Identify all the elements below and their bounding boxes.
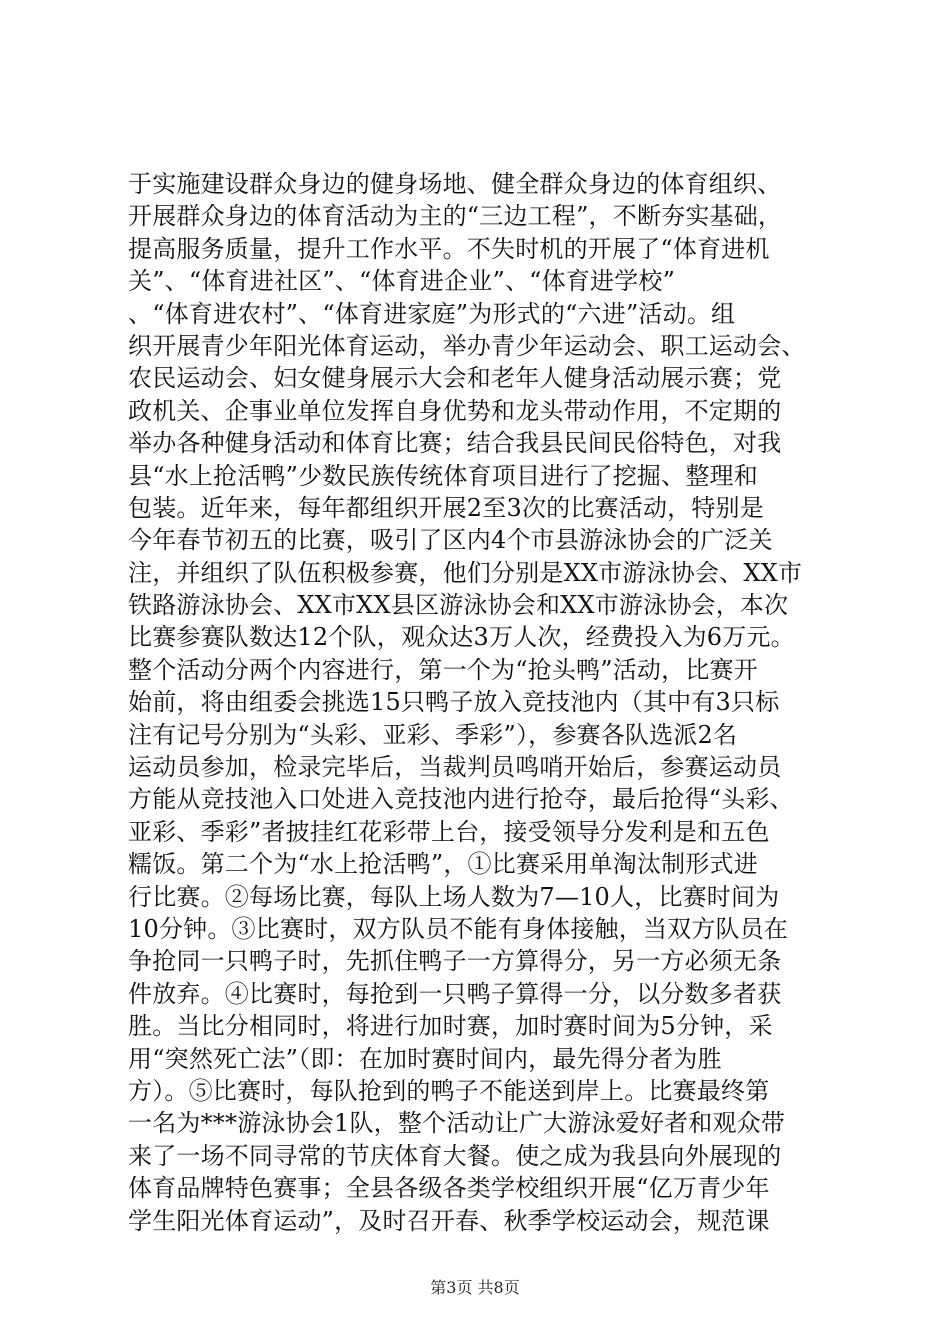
text-line: 方）。⑤比赛时，每队抢到的鸭子不能送到岸上。比赛最终第 (128, 1076, 770, 1105)
page-footer: 第3页 共8页 (430, 1278, 520, 1297)
text-line: 来了一场不同寻常的节庆体育大餐。使之成为我县向外展现的 (128, 1141, 782, 1170)
text-line: 、“体育进农村”、“体育进家庭”为形式的“六进”活动。组 (128, 299, 736, 328)
text-line: 争抢同一只鸭子时，先抓住鸭子一方算得分，另一方必须无条 (128, 947, 782, 976)
text-line: 注，并组织了队伍积极参赛，他们分别是XX市游泳协会、XX市 (128, 558, 803, 587)
text-line: 运动员参加，检录完毕后，当裁判员鸣哨开始后，参赛运动员 (128, 753, 782, 782)
text-line: 件放弃。④比赛时，每抢到一只鸭子算得一分，以分数多者获 (128, 979, 782, 1008)
text-line: 亚彩、季彩”者披挂红花彩带上台，接受领导分发利是和五色 (128, 817, 770, 846)
text-line: 铁路游泳协会、XX市XX县区游泳协会和XX市游泳协会，本次 (128, 591, 789, 620)
text-line: 农民运动会、妇女健身展示大会和老年人健身活动展示赛；党 (128, 364, 782, 393)
text-line: 政机关、企事业单位发挥自身优势和龙头带动作用，不定期的 (128, 396, 782, 425)
text-line: 糯饭。第二个为“水上抢活鸭”，①比赛采用单淘汰制形式进 (128, 850, 758, 879)
text-line: 举办各种健身活动和体育比赛；结合我县民间民俗特色，对我 (128, 429, 782, 458)
text-line: 县“水上抢活鸭”少数民族传统体育项目进行了挖掘、整理和 (128, 461, 758, 490)
text-line: 一名为***游泳协会1队，整个活动让广大游泳爱好者和观众带 (128, 1109, 786, 1138)
text-line: 关”、“体育进社区”、“体育进企业”、“体育进学校” (128, 267, 676, 296)
text-line: 体育品牌特色赛事；全县各级各类学校组织开展“亿万青少年 (128, 1174, 770, 1203)
text-line: 方能从竞技池入口处进入竞技池内进行抢夺，最后抢得“头彩、 (128, 785, 794, 814)
text-line: 于实施建设群众身边的健身场地、健全群众身边的体育组织、 (128, 170, 782, 198)
text-line: 比赛参赛队数达12个队，观众达3万人次，经费投入为6万元。 (128, 623, 795, 652)
text-line: 10分钟。③比赛时，双方队员不能有身体接触，当双方队员在 (128, 914, 789, 943)
text-line: 用“突然死亡法”（即：在加时赛时间内，最先得分者为胜 (128, 1044, 722, 1073)
text-line: 包装。近年来，每年都组织开展2至3次的比赛活动，特别是 (128, 493, 764, 522)
text-line: 整个活动分两个内容进行，第一个为“抢头鸭”活动，比赛开 (128, 655, 758, 684)
text-line: 学生阳光体育运动”，及时召开春、秋季学校运动会，规范课 (128, 1206, 770, 1235)
text-line: 织开展青少年阳光体育运动，举办青少年运动会、职工运动会、 (128, 331, 806, 360)
text-line: 注有记号分别为“头彩、亚彩、季彩”），参赛各队选派2名 (128, 720, 738, 749)
text-line: 提高服务质量，提升工作水平。不失时机的开展了“体育进机 (128, 234, 770, 263)
text-line: 胜。当比分相同时，将进行加时赛，加时赛时间为5分钟，采 (128, 1012, 773, 1041)
text-line: 始前，将由组委会挑选15只鸭子放入竞技池内（其中有3只标 (128, 688, 780, 717)
text-line: 今年春节初五的比赛，吸引了区内4个市县游泳协会的广泛关 (128, 526, 773, 555)
text-line: 开展群众身边的体育活动为主的“三边工程”，不断夯实基础， (128, 202, 783, 231)
text-line: 行比赛。②每场比赛，每队上场人数为7—10人，比赛时间为 (128, 882, 780, 911)
body-text (128, 168, 840, 1237)
